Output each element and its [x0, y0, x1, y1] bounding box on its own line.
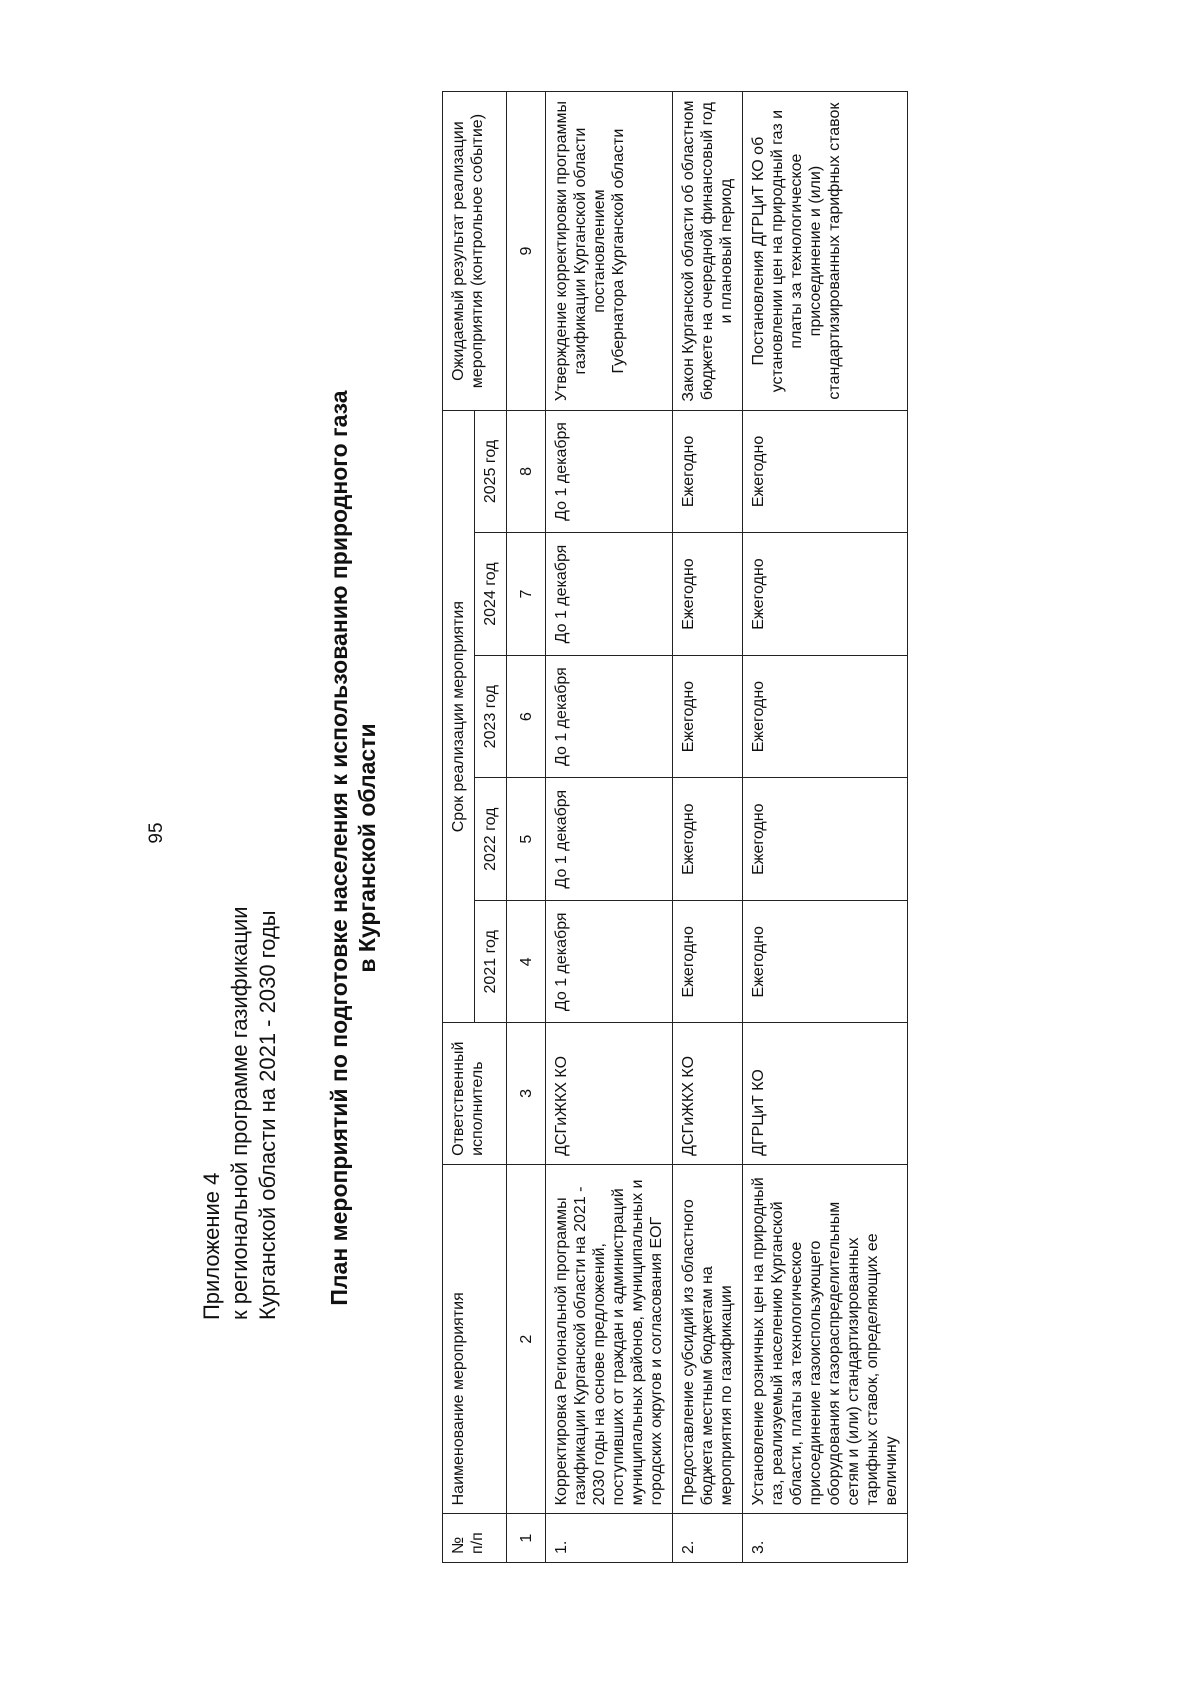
row-year-2022: Ежегодно [743, 777, 908, 901]
row-year-2023: Ежегодно [673, 656, 743, 778]
header-year-2022: 2022 год [475, 777, 507, 901]
appendix-line-3: Курганской области на 2021 - 2030 годы [255, 910, 280, 1320]
column-number: 9 [507, 92, 546, 411]
row-year-2024: До 1 декабря [546, 532, 673, 656]
appendix-line-2: к региональной программе газификации [227, 906, 252, 1320]
header-year-2024: 2024 год [475, 532, 507, 656]
header-year-2023: 2023 год [475, 656, 507, 778]
row-result-line: Утверждение корректировки программы газификации Курганской области постановлением [553, 101, 608, 402]
column-number: 8 [507, 411, 546, 533]
page-number: 95 [146, 822, 167, 844]
header-num: № п/п [443, 1514, 507, 1563]
row-responsible: ДСГиЖКХ КО [673, 1023, 743, 1165]
row-name: Установление розничных цен на природный газ, реализуемый населению Курганской области, платы за технологическое присоединение газоиспользующего оборудования к газораспределительным сетям и (или) стандартизированных тарифных ставок, определяющих ее величину [743, 1164, 908, 1514]
row-name: Предоставление субсидий из областного бюджета местным бюджетам на мероприятия по газификации [673, 1164, 743, 1514]
row-result [546, 92, 673, 411]
row-year-2023: До 1 декабря [546, 656, 673, 778]
header-year-2021: 2021 год [475, 901, 507, 1023]
column-numbers-row [507, 92, 546, 1563]
row-result [673, 92, 743, 411]
row-result-line: Губернатора Курганской области [610, 128, 627, 374]
row-num: 3. [743, 1514, 908, 1563]
row-year-2021: Ежегодно [743, 901, 908, 1023]
row-year-2021: Ежегодно [673, 901, 743, 1023]
row-year-2024: Ежегодно [743, 532, 908, 656]
title-line-2: в Курганской области [354, 723, 380, 973]
column-number: 7 [507, 532, 546, 656]
table-row [743, 92, 908, 1563]
column-number: 5 [507, 777, 546, 901]
row-year-2025: До 1 декабря [546, 411, 673, 533]
row-name: Корректировка Региональной программы газификации Курганской области на 2021 - 2030 годы на основе предложений, поступивших от граждан и администраций муниципальных районов, муниципальных и городских округов и согласования ЕОГ [546, 1164, 673, 1514]
row-responsible: ДСГиЖКХ КО [546, 1023, 673, 1165]
header-year-2025: 2025 год [475, 411, 507, 533]
row-year-2025: Ежегодно [673, 411, 743, 533]
row-result-line: Постановления ДГРЦиТ КО об установлении цен на природный газ и платы за технологическое присоединение и (или) стандартизированных тарифных ставок [750, 102, 843, 400]
row-responsible: ДГРЦиТ КО [743, 1023, 908, 1165]
row-num: 2. [673, 1514, 743, 1563]
row-year-2025: Ежегодно [743, 411, 908, 533]
header-name: Наименование мероприятия [443, 1164, 507, 1514]
row-num: 1. [546, 1514, 673, 1563]
appendix-line-1: Приложение 4 [199, 1172, 224, 1320]
column-number: 1 [507, 1514, 546, 1563]
header-row [443, 92, 475, 1563]
table-row [546, 92, 673, 1563]
row-year-2023: Ежегодно [743, 656, 908, 778]
appendix-header [198, 680, 282, 1320]
row-result [743, 92, 908, 411]
column-number: 6 [507, 656, 546, 778]
column-number: 2 [507, 1164, 546, 1514]
title-line-1: План мероприятий по подготовке населения к использованию природного газа [326, 390, 352, 1306]
plan-table [442, 91, 908, 1563]
row-year-2022: Ежегодно [673, 777, 743, 901]
header-result: Ожидаемый результат реализации мероприятия (контрольное событие) [443, 92, 507, 411]
table-row [673, 92, 743, 1563]
column-number: 3 [507, 1023, 546, 1165]
row-result-line: Закон Курганской области об областном бюджете на очередной финансовый год и плановый период [680, 100, 735, 402]
document-title [325, 198, 381, 1498]
row-year-2021: До 1 декабря [546, 901, 673, 1023]
header-responsible: Ответственный исполнитель [443, 1023, 507, 1165]
header-period: Срок реализации мероприятия [443, 411, 475, 1023]
column-number: 4 [507, 901, 546, 1023]
row-year-2024: Ежегодно [673, 532, 743, 656]
row-year-2022: До 1 декабря [546, 777, 673, 901]
